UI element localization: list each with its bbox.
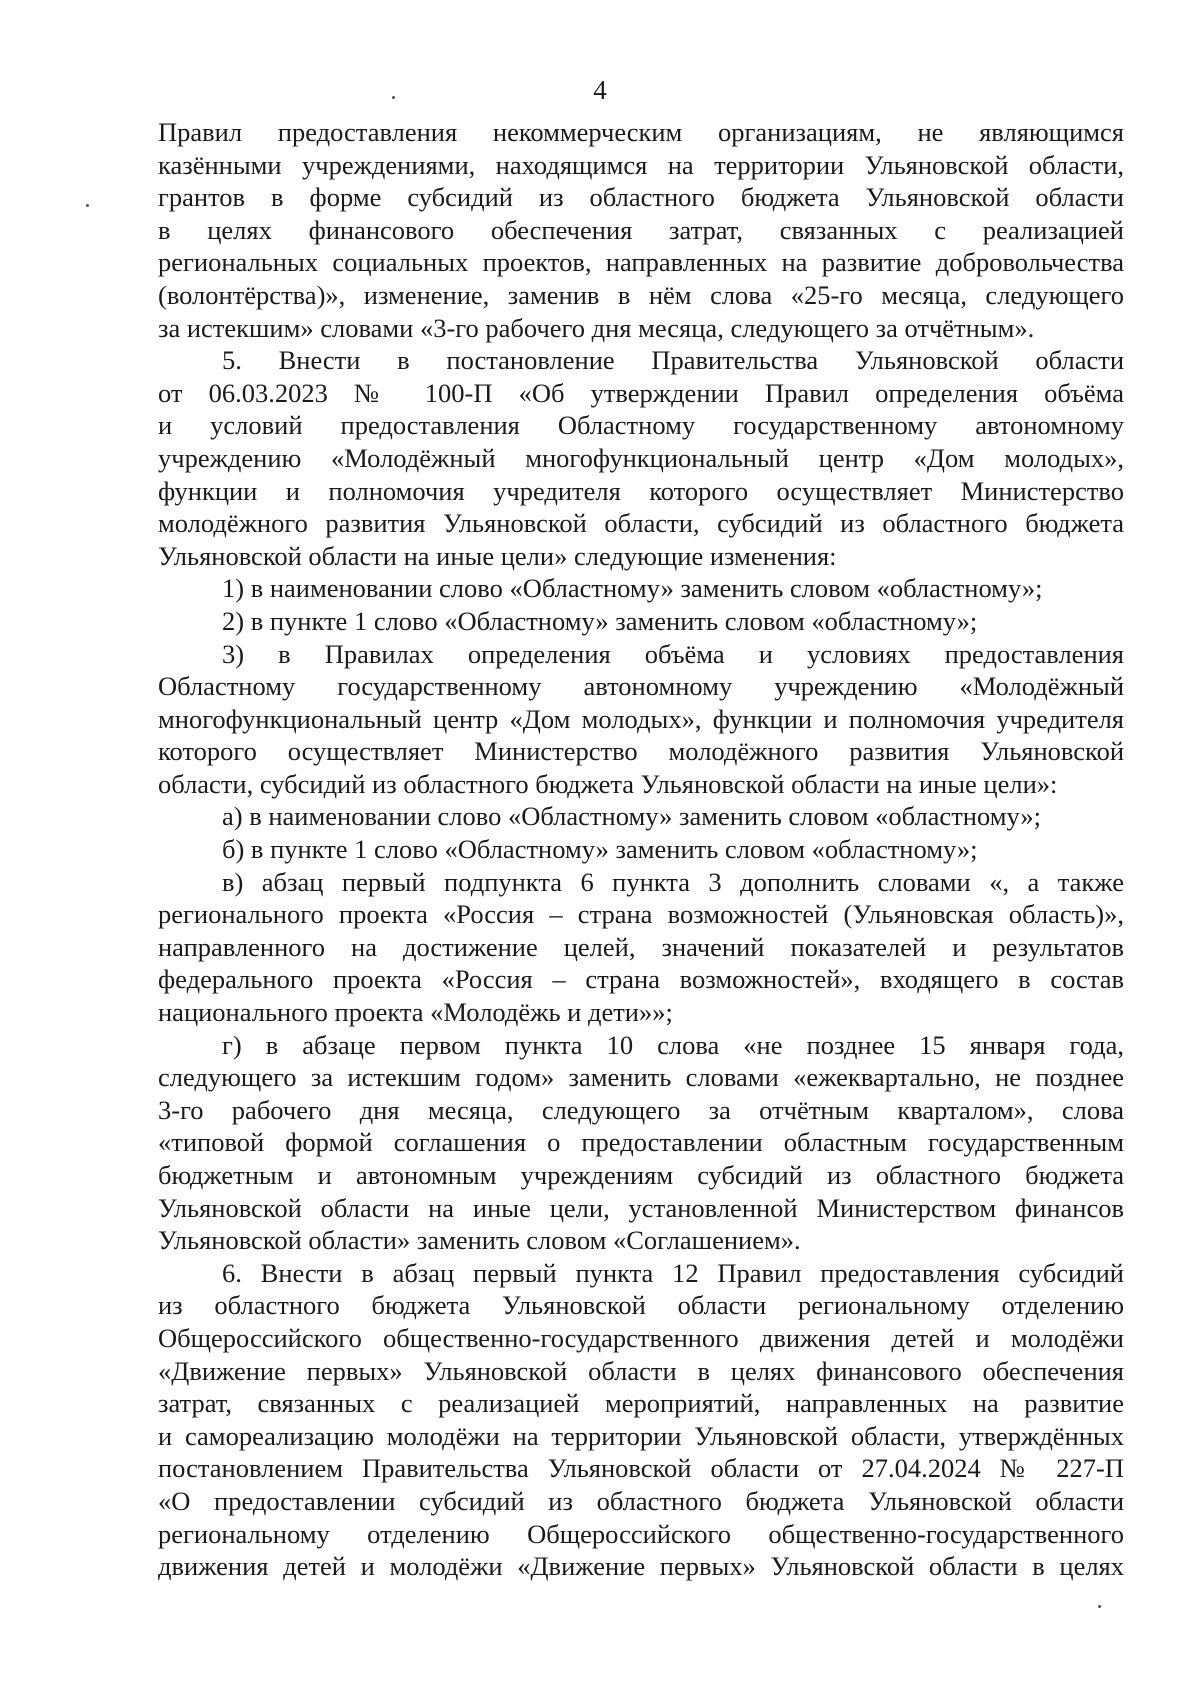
text-line: и самореализацию молодёжи на территории Ульяновской области, утверждённых bbox=[158, 1420, 1124, 1451]
text-line: молодёжного развития Ульяновской области, субсидий из областного бюджета bbox=[158, 508, 1124, 539]
scan-speck bbox=[1098, 1605, 1101, 1608]
text-line: Ульяновской области на иные цели, установленной Министерством финансов bbox=[158, 1192, 1124, 1223]
text-line: Общероссийского общественно-государственного движения детей и молодёжи bbox=[158, 1322, 1124, 1353]
text-line: от 06.03.2023 № 100-П «Об утверждении Правил определения объёма bbox=[158, 377, 1124, 408]
text-line: бюджетным и автономным учреждениям субсидий из областного бюджета bbox=[158, 1160, 1124, 1190]
text-line: «Движение первых» Ульяновской области в целях финансового обеспечения bbox=[158, 1355, 1124, 1386]
text-line: «О предоставлении субсидий из областного бюджета Ульяновской области bbox=[158, 1485, 1124, 1516]
text-line: 1) в наименовании слово «Областному» заменить словом «областному»; bbox=[222, 573, 1043, 604]
text-line: Областному государственному автономному учреждению «Молодёжный bbox=[158, 671, 1124, 702]
text-line: в) абзац первый подпункта 6 пункта 3 дополнить словами «, а также bbox=[222, 866, 1124, 897]
text-line: г) в абзаце первом пункта 10 слова «не позднее 15 января года, bbox=[222, 1029, 1124, 1060]
text-line: б) в пункте 1 слово «Областному» заменить словом «областному»; bbox=[222, 834, 978, 865]
text-line: из областного бюджета Ульяновской области региональному отделению bbox=[158, 1290, 1124, 1321]
text-line: функции и полномочия учредителя которого осуществляет Министерство bbox=[158, 475, 1124, 506]
text-line: а) в наименовании слово «Областному» заменить словом «областному»; bbox=[222, 801, 1041, 832]
text-line: федерального проекта «Россия – страна возможностей», входящего в состав bbox=[158, 964, 1124, 995]
scan-speck bbox=[392, 96, 395, 99]
text-line: в целях финансового обеспечения затрат, связанных с реализацией bbox=[158, 214, 1124, 245]
text-line: многофункциональный центр «Дом молодых», функции и полномочия учредителя bbox=[158, 703, 1124, 734]
text-line: за истекшим» словами «3-го рабочего дня месяца, следующего за отчётным». bbox=[158, 312, 1035, 343]
text-line: 3-го рабочего дня месяца, следующего за отчётным кварталом», слова bbox=[158, 1094, 1124, 1125]
text-line: казёнными учреждениями, находящимся на территории Ульяновской области, bbox=[158, 149, 1124, 180]
text-line: Правил предоставления некоммерческим организациям, не являющимся bbox=[158, 117, 1124, 147]
text-line: направленного на достижение целей, значений показателей и результатов bbox=[158, 931, 1124, 962]
document-body bbox=[158, 116, 1124, 1583]
text-line: регионального проекта «Россия – страна возможностей (Ульяновская область)», bbox=[158, 899, 1124, 930]
text-line: региональному отделению Общероссийского общественно-государственного bbox=[158, 1518, 1124, 1549]
text-line: региональных социальных проектов, направленных на развитие добровольчества bbox=[158, 247, 1124, 278]
text-line: (волонтёрства)», изменение, заменив в нём слова «25-го месяца, следующего bbox=[158, 279, 1124, 310]
text-line: 5. Внести в постановление Правительства Ульяновской области bbox=[222, 345, 1124, 376]
text-line: Ульяновской области на иные цели» следующие изменения: bbox=[158, 540, 837, 571]
text-line: затрат, связанных с реализацией мероприятий, направленных на развитие bbox=[158, 1388, 1124, 1419]
text-line: 3) в Правилах определения объёма и условиях предоставления bbox=[222, 638, 1124, 669]
text-line: «типовой формой соглашения о предоставлении областным государственным bbox=[158, 1127, 1124, 1158]
text-line: 6. Внести в абзац первый пункта 12 Правил предоставления субсидий bbox=[222, 1257, 1124, 1288]
text-line: которого осуществляет Министерство молодёжного развития Ульяновской bbox=[158, 736, 1124, 767]
scan-speck bbox=[86, 204, 89, 207]
text-line: учреждению «Молодёжный многофункциональный центр «Дом молодых», bbox=[158, 442, 1124, 473]
text-line: следующего за истекшим годом» заменить словами «ежеквартально, не позднее bbox=[158, 1062, 1124, 1093]
text-line: постановлением Правительства Ульяновской области от 27.04.2024 № 227-П bbox=[158, 1453, 1124, 1484]
text-line: национального проекта «Молодёжь и дети»»; bbox=[158, 997, 673, 1028]
text-line: области, субсидий из областного бюджета Ульяновской области на иные цели»: bbox=[158, 768, 1058, 799]
text-line: 2) в пункте 1 слово «Областному» заменить словом «областному»; bbox=[222, 605, 978, 636]
text-line: грантов в форме субсидий из областного бюджета Ульяновской области bbox=[158, 182, 1124, 213]
text-line: Ульяновской области» заменить словом «Соглашением». bbox=[158, 1225, 801, 1256]
text-line: движения детей и молодёжи «Движение первых» Ульяновской области в целях bbox=[158, 1551, 1124, 1582]
page-number: 4 bbox=[593, 75, 607, 105]
text-line: и условий предоставления Областному государственному автономному bbox=[158, 410, 1124, 441]
